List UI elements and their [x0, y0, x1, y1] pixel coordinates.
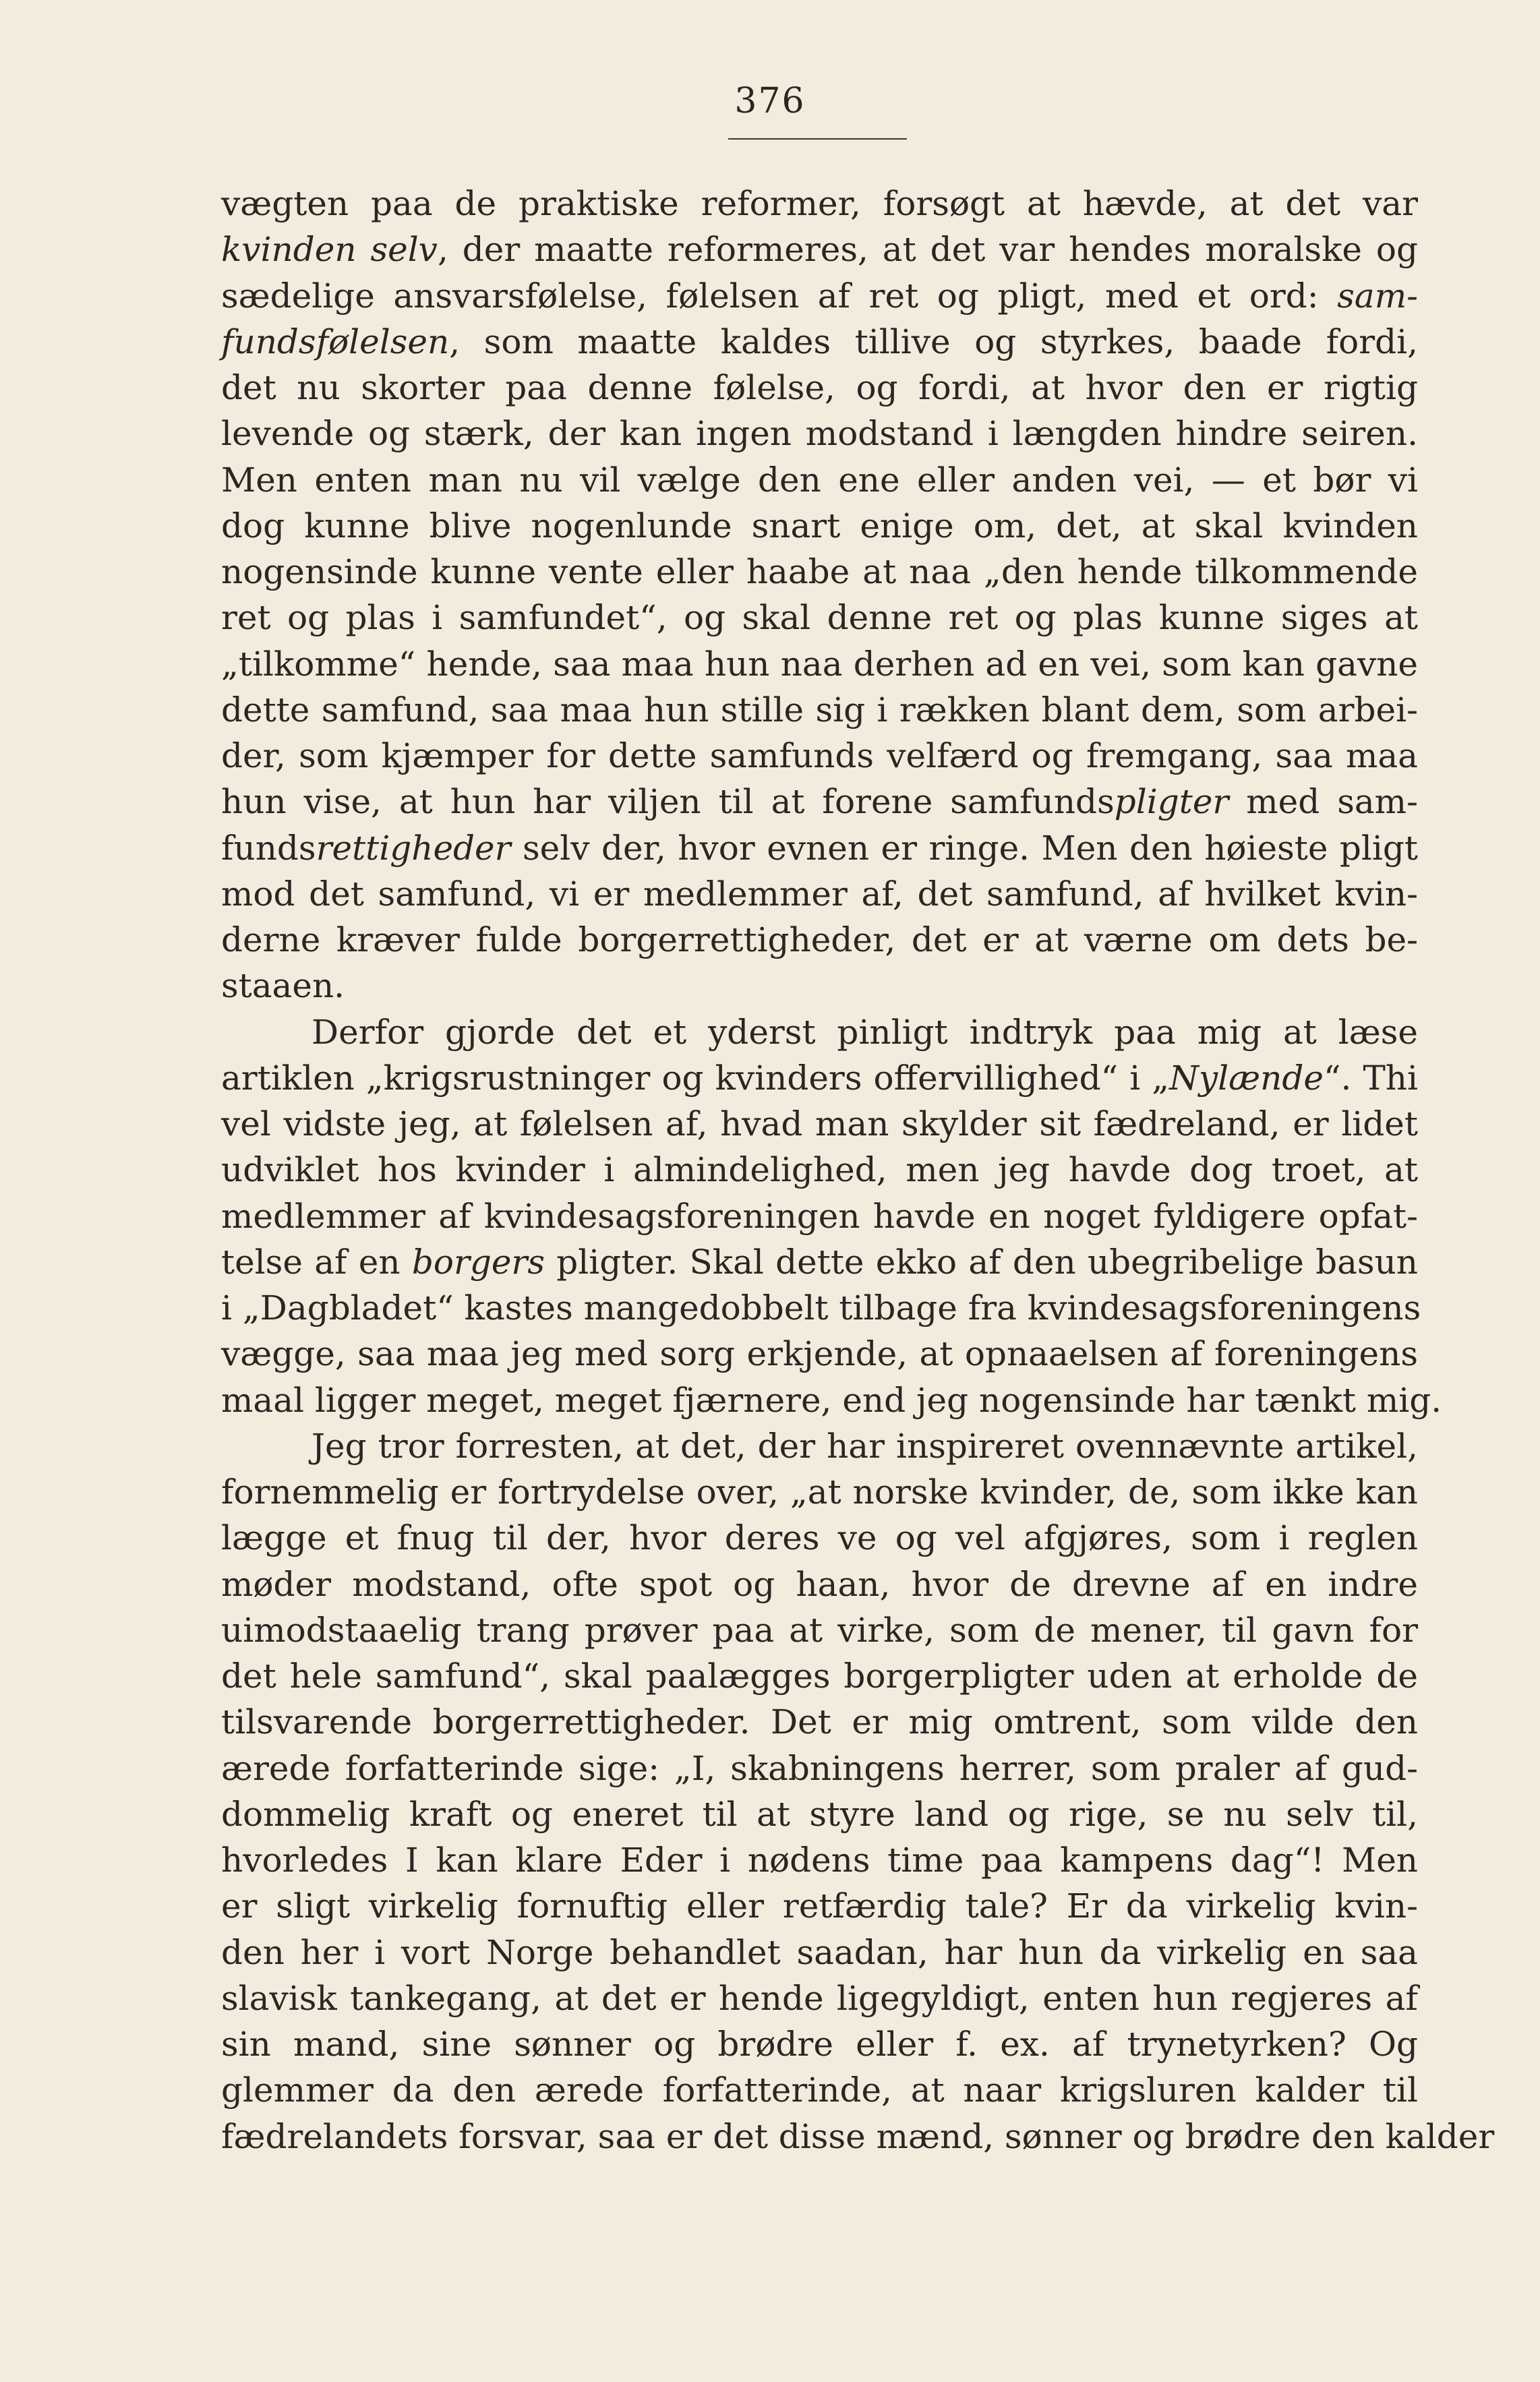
text-line [221, 273, 1418, 319]
text-line [221, 687, 1418, 733]
text-span: sin mand, sine sønner og brødre eller f. ex. af trynetyrken? Og [221, 2025, 1418, 2064]
text-line [221, 641, 1418, 687]
text-line [221, 1377, 1442, 1423]
text-span: ærede forfatterinde sige: „I, skabningens herrer, som praler af gud- [221, 1748, 1418, 1788]
text-span: staaen. [221, 966, 345, 1006]
italic-span: rettigheder [316, 828, 511, 868]
text-line [221, 1239, 1418, 1285]
italic-span: pligter [1114, 782, 1229, 822]
text-span: ret og plas i samfundet“, og skal denne ret og plas kunne siges at [221, 598, 1418, 638]
text-line [221, 1653, 1418, 1699]
text-span: med sam- [1228, 782, 1418, 822]
text-span: den her i vort Norge behandlet saadan, har hun da virkelig en saa [221, 1932, 1418, 1972]
text-span: dog kunne blive nogenlunde snart enige om, det, at skal kvinden [221, 506, 1418, 545]
text-line [221, 1837, 1418, 1883]
text-line [221, 2021, 1418, 2067]
text-line [221, 411, 1418, 456]
text-span: selv der, hvor evnen er ringe. Men den høieste pligt [510, 828, 1418, 868]
text-span: det nu skorter paa denne følelse, og fordi, at hvor den er rigtig [221, 368, 1418, 407]
text-span: levende og stærk, der kan ingen modstand i længden hindre seiren. [221, 414, 1418, 454]
text-span: vel vidste jeg, at følelsen af, hvad man skylder sit fædreland, er lidet [221, 1104, 1418, 1143]
text-line [221, 1699, 1418, 1745]
text-line [221, 2114, 1495, 2160]
text-line [221, 1055, 1418, 1101]
text-line [221, 1930, 1418, 1975]
text-span: Jeg tror forresten, at det, der har inspireret ovennævnte artikel, [312, 1426, 1418, 1466]
text-span: dette samfund, saa maa hun stille sig i rækken blant dem, som arbei- [221, 690, 1418, 730]
text-span: det hele samfund“, skal paalægges borgerpligter uden at erholde de [221, 1657, 1418, 1696]
text-span: vægten paa de praktiske reformer, forsøgt at hævde, at det var [221, 184, 1418, 223]
text-span: hvorledes I kan klare Eder i nødens time paa kampens dag“! Men [221, 1841, 1418, 1880]
text-span: maal ligger meget, meget fjærnere, end jeg nogensinde har tænkt mig. [221, 1380, 1442, 1420]
text-span: pligter. Skal dette ekko af den ubegribelige basun [545, 1242, 1418, 1282]
text-span: medlemmer af kvindesagsforeningen havde en noget fyldigere opfat- [221, 1196, 1418, 1236]
text-line [221, 733, 1418, 779]
text-span: slavisk tankegang, at det er hende ligegyldigt, enten hun regjeres af [221, 1978, 1418, 2018]
text-span: , som maatte kaldes tillive og styrkes, baade fordi, [449, 322, 1418, 361]
page-number: 376 [734, 81, 806, 121]
text-line [221, 1515, 1418, 1561]
text-line [221, 1883, 1418, 1929]
text-line [221, 1607, 1418, 1653]
text-span: „tilkomme“ hende, saa maa hun naa derhen ad en vei, som kan gavne [221, 644, 1418, 684]
text-line [221, 1147, 1418, 1193]
text-line [221, 1746, 1418, 1791]
text-span: telse af en [221, 1242, 412, 1282]
text-span: fædrelandets forsvar, saa er det disse mænd, sønner og brødre den kalder [221, 2116, 1495, 2156]
text-line [221, 917, 1418, 963]
italic-span: fundsfølelsen [221, 322, 450, 361]
text-span: dommelig kraft og eneret til at styre land og rige, se nu selv til, [221, 1794, 1418, 1834]
text-line [221, 963, 1418, 1009]
text-span: derne kræver fulde borgerrettigheder, det er at værne om dets be- [221, 920, 1418, 959]
text-span: nogensinde kunne vente eller haabe at naa „den hende tilkommende [221, 552, 1418, 591]
text-span: uimodstaaelig trang prøver paa at virke, som de mener, til gavn for [221, 1610, 1418, 1650]
text-line [221, 319, 1418, 365]
text-span: mod det samfund, vi er medlemmer af, det samfund, af hvilket kvin- [221, 874, 1418, 914]
text-line [221, 871, 1418, 917]
text-line [221, 1469, 1418, 1515]
text-line [221, 1285, 1421, 1331]
text-line [221, 1101, 1418, 1147]
italic-span: sam- [1337, 276, 1418, 316]
text-line [221, 1423, 1418, 1469]
text-line [221, 1561, 1418, 1607]
text-span: Derfor gjorde det et yderst pinligt indtryk paa mig at læse [312, 1012, 1418, 1052]
text-line [221, 1193, 1418, 1239]
text-span: funds [221, 828, 316, 868]
text-span: der, som kjæmper for dette samfunds velfærd og fremgang, saa maa [221, 736, 1418, 775]
text-line [221, 1975, 1418, 2021]
text-line [221, 549, 1418, 595]
text-line [221, 1791, 1418, 1837]
text-line [221, 779, 1418, 825]
text-span: artiklen „krigsrustninger og kvinders offervillighed“ i „ [221, 1058, 1170, 1098]
text-span: , der maatte reformeres, at det var hendes moralske og [437, 230, 1418, 270]
text-line [221, 503, 1418, 549]
text-span: lægge et fnug til der, hvor deres ve og vel afgjøres, som i reglen [221, 1518, 1418, 1558]
text-line [221, 1331, 1418, 1377]
text-line [221, 227, 1418, 272]
text-line [221, 1009, 1418, 1055]
body-text [221, 181, 1495, 2160]
text-span: i „Dagbladet“ kastes mangedobbelt tilbage fra kvindesagsforeningens [221, 1288, 1421, 1328]
text-span: hun vise, at hun har viljen til at forene samfunds [221, 782, 1115, 822]
text-span: glemmer da den ærede forfatterinde, at naar krigsluren kalder til [221, 2071, 1418, 2110]
header-rule [728, 138, 907, 140]
text-line [221, 181, 1418, 227]
text-span: møder modstand, ofte spot og haan, hvor de drevne af en indre [221, 1564, 1418, 1604]
text-span: tilsvarende borgerrettigheder. Det er mig omtrent, som vilde den [221, 1702, 1418, 1742]
italic-span: Nylænde [1169, 1058, 1324, 1098]
text-span: vægge, saa maa jeg med sorg erkjende, at opnaaelsen af foreningens [221, 1334, 1418, 1374]
text-line [221, 595, 1418, 641]
text-line [221, 365, 1418, 411]
italic-span: borgers [411, 1242, 545, 1282]
text-span: udviklet hos kvinder i almindelighed, men jeg havde dog troet, at [221, 1150, 1418, 1190]
text-span: sædelige ansvarsfølelse, følelsen af ret og pligt, med et ord: [221, 276, 1338, 316]
text-span: “. Thi [1323, 1058, 1418, 1098]
text-line [221, 2067, 1418, 2113]
text-span: fornemmelig er fortrydelse over, „at norske kvinder, de, som ikke kan [221, 1472, 1418, 1512]
text-span: Men enten man nu vil vælge den ene eller anden vei, — et bør vi [221, 460, 1418, 500]
text-span: er sligt virkelig fornuftig eller retfærdig tale? Er da virkelig kvin- [221, 1886, 1418, 1926]
text-line [221, 457, 1418, 503]
italic-span: kvinden selv [221, 230, 438, 270]
text-line [221, 825, 1418, 871]
